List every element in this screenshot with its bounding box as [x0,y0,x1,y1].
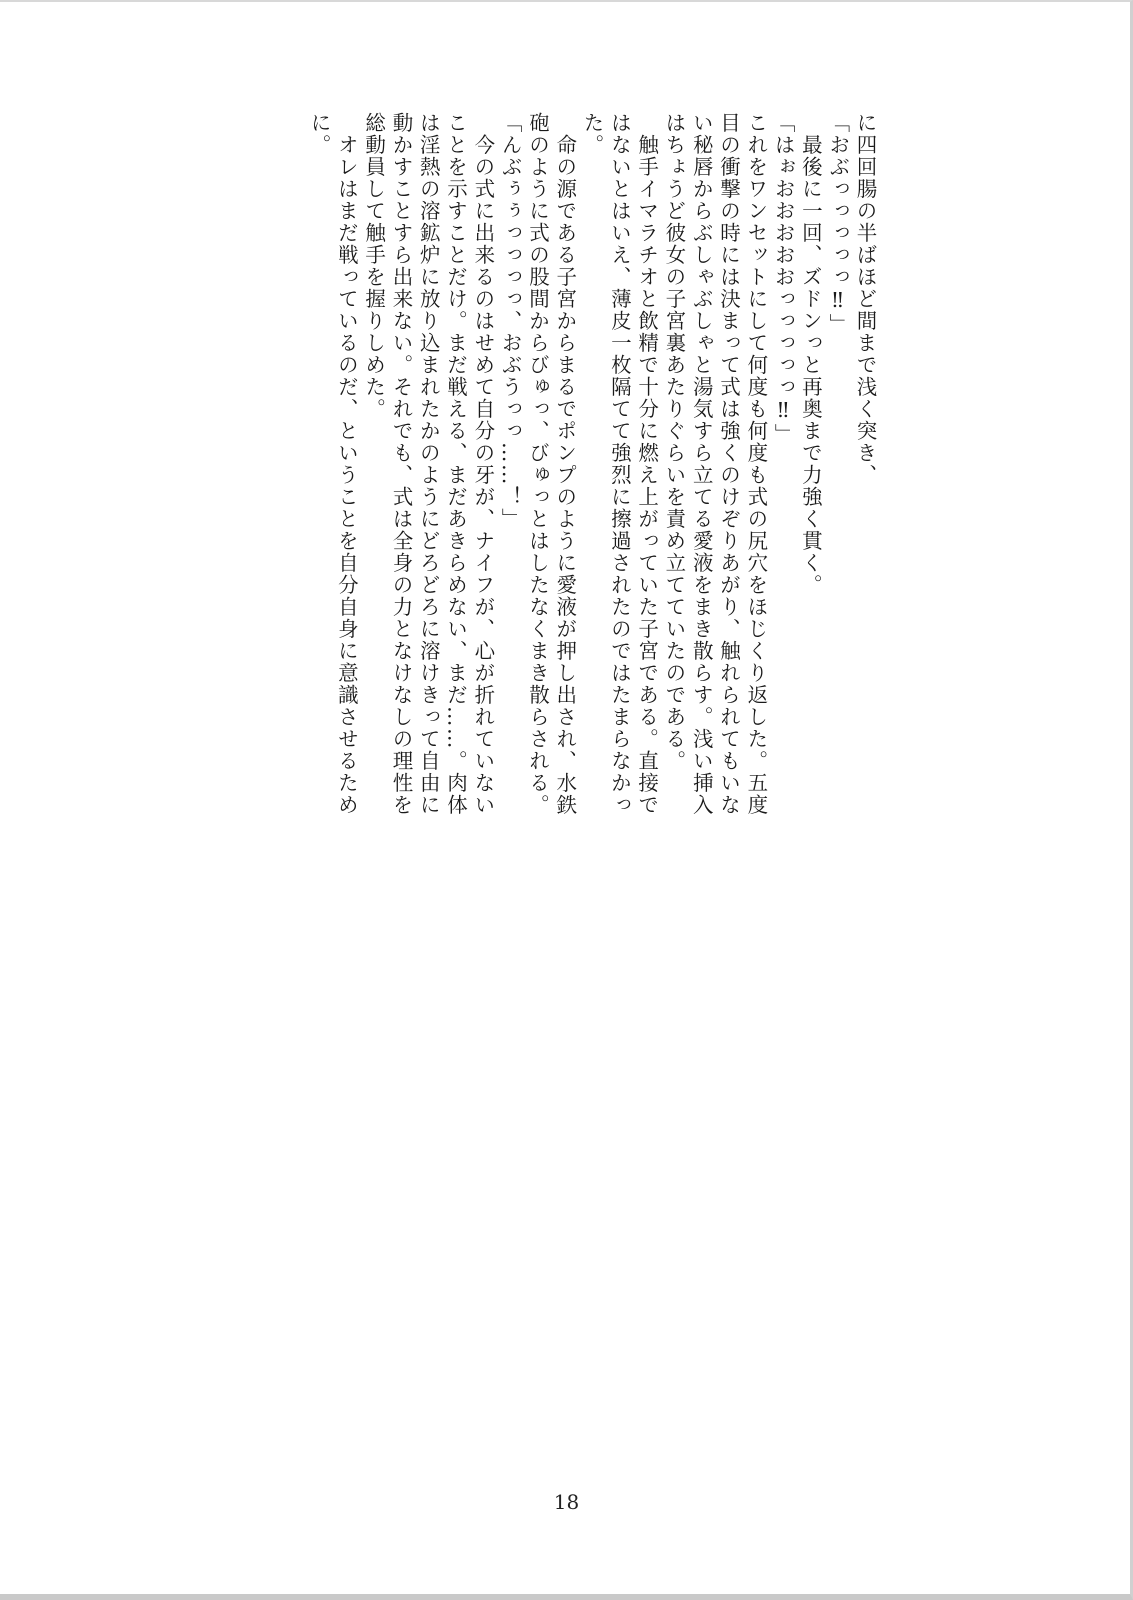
paragraph: 「んぶぅぅっっっっ、おぶうっっ……！」 [498,112,523,530]
paragraph: 「はぉおおおおおっっっっっ‼」 [771,112,796,446]
paragraph: 今の式に出来るのはせめて自分の牙が、ナイフが、心が折れていないことを示すことだけ。まだ戦える、まだあきらめない、まだ……。肉体は淫熱の溶鉱炉に放り込まれたかのようにどろどろに溶けきって自由に動かすことすら出来ない。それでも、式は全身の力となけなしの理性を総動員して触手を握りしめた。 [361,112,495,816]
page-number: 18 [553,1490,580,1514]
paragraph: これをワンセットにして何度も何度も式の尻穴をほじくり返した。五度目の衝撃の時には決まって式は強くのけぞりあがり、触れられてもいない秘唇からぶしゃぶしゃと湯気すら立てる愛液をまき散らす。浅い挿入はちょうど彼女の子宮裏あたりぐらいを責め立てていたのである。 [661,112,768,816]
paragraph: 触手イマラチオと飲精で十分に燃え上がっていた子宮である。直接ではないとはいえ、薄皮一枚隔てて強烈に擦過されたのではたまらなかった。 [580,112,659,816]
paragraph: オレはまだ戦っているのだ、ということを自分自身に意識させるために。 [307,112,359,816]
paragraph: 「おぶっっっっっ‼」 [825,112,850,336]
body-text [278,112,878,832]
paragraph: 最後に一回、ズドンっと再奥まで力強く貫く。 [798,112,823,596]
paragraph: に四回腸の半ばほど間まで浅く突き、 [853,112,877,486]
paragraph: 命の源である子宮からまるでポンプのように愛液が押し出され、水鉄砲のように式の股間からびゅっ、びゅっとはしたなくまき散らされる。 [525,112,577,816]
